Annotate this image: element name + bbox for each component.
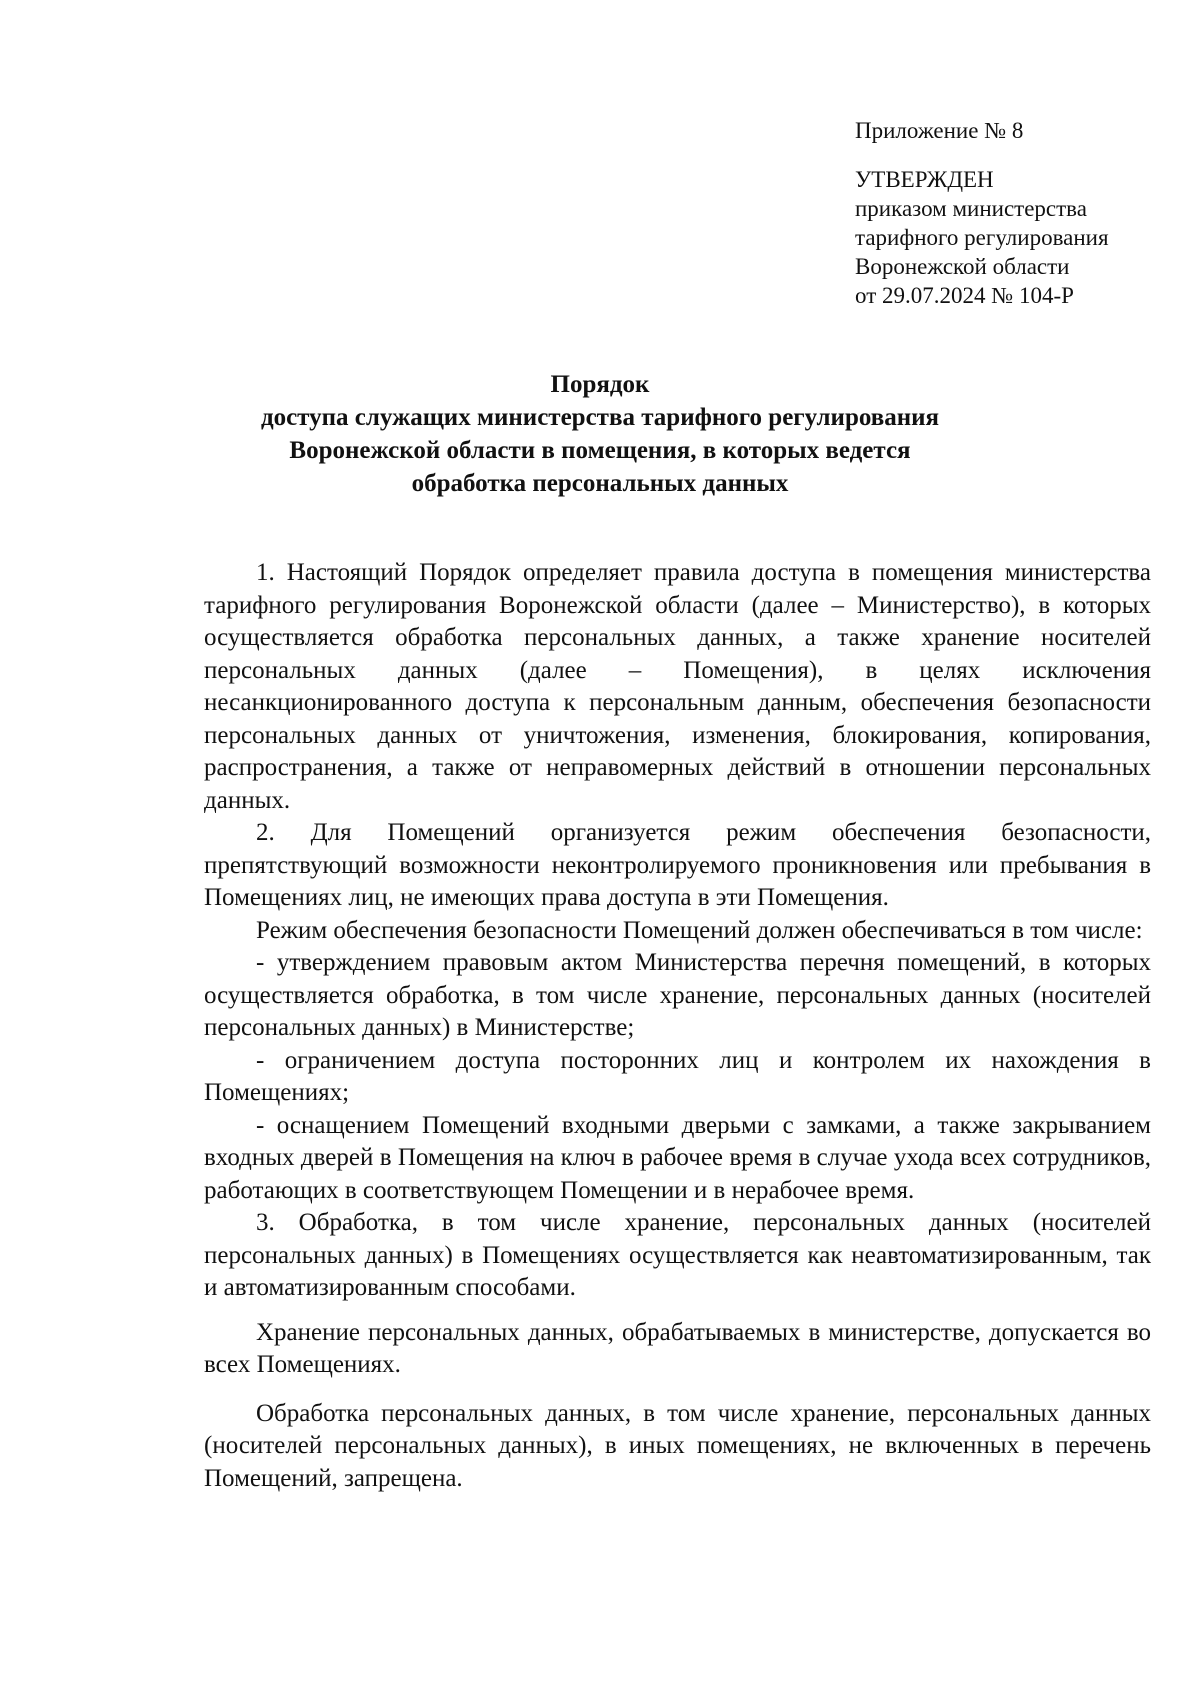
document-body [204,557,1151,1495]
paragraph-1: 1. Настоящий Порядок определяет правила доступа в помещения министерства тарифного регулирования Воронежской области (далее – Министерство), в которых осуществляется обработка персональных данных, а также хранение носителей персональных данных (далее – Помещения), в целях исключения несанкционированного доступа к персональным данным, обеспечения безопасности персональных данных от уничтожения, изменения, блокирования, копирования, распространения, а также от неправомерных действий в отношении персональных данных. [204,559,1151,814]
document-title [200,368,1000,500]
approval-order-date: от 29.07.2024 № 104-Р [855,283,1074,308]
security-regime-intro: Режим обеспечения безопасности Помещений должен обеспечиваться в том числе: [256,916,1143,944]
title-heading: Порядок [550,371,650,398]
annex-number: Приложение № 8 [855,118,1024,143]
prohibition-paragraph: Обработка персональных данных, в том числе хранение, персональных данных (носителей персональных данных), в иных помещениях, не включенных в перечень Помещений, запрещена. [204,1399,1151,1492]
paragraph-2: 2. Для Помещений организуется режим обеспечения безопасности, препятствующий возможности неконтролируемого проникновения или пребывания в Помещениях лиц, не имеющих права доступа в эти Помещения. [204,819,1151,911]
paragraph-3: 3. Обработка, в том числе хранение, персональных данных (носителей персональных данных) в Помещениях осуществляется как неавтоматизированным, так и автоматизированным способами. [204,1209,1151,1301]
approval-line: Воронежской области [855,254,1070,279]
list-item: - утверждением правовым актом Министерства перечня помещений, в которых осуществляется обработка, в том числе хранение, персональных данных (носителей персональных данных) в Министерстве; [204,949,1151,1041]
approval-line: тарифного регулирования [855,225,1109,250]
title-line: Воронежской области в помещения, в которых ведется [289,437,911,464]
approved-label: УТВЕРЖДЕН [855,167,994,192]
approval-block [855,116,1109,310]
approval-line: приказом министерства [855,196,1087,221]
title-line: обработка персональных данных [411,470,789,497]
title-line: доступа служащих министерства тарифного регулирования [260,404,940,431]
list-item: - оснащением Помещений входными дверьми с замками, а также закрыванием входных дверей в Помещения на ключ в рабочее время в случае ухода всех сотрудников, работающих в соответствующем Помещении и в нерабочее время. [204,1111,1151,1204]
storage-paragraph: Хранение персональных данных, обрабатываемых в министерстве, допускается во всех Помещениях. [204,1318,1151,1378]
list-item: - ограничением доступа посторонних лиц и контролем их нахождения в Помещениях; [204,1046,1151,1106]
